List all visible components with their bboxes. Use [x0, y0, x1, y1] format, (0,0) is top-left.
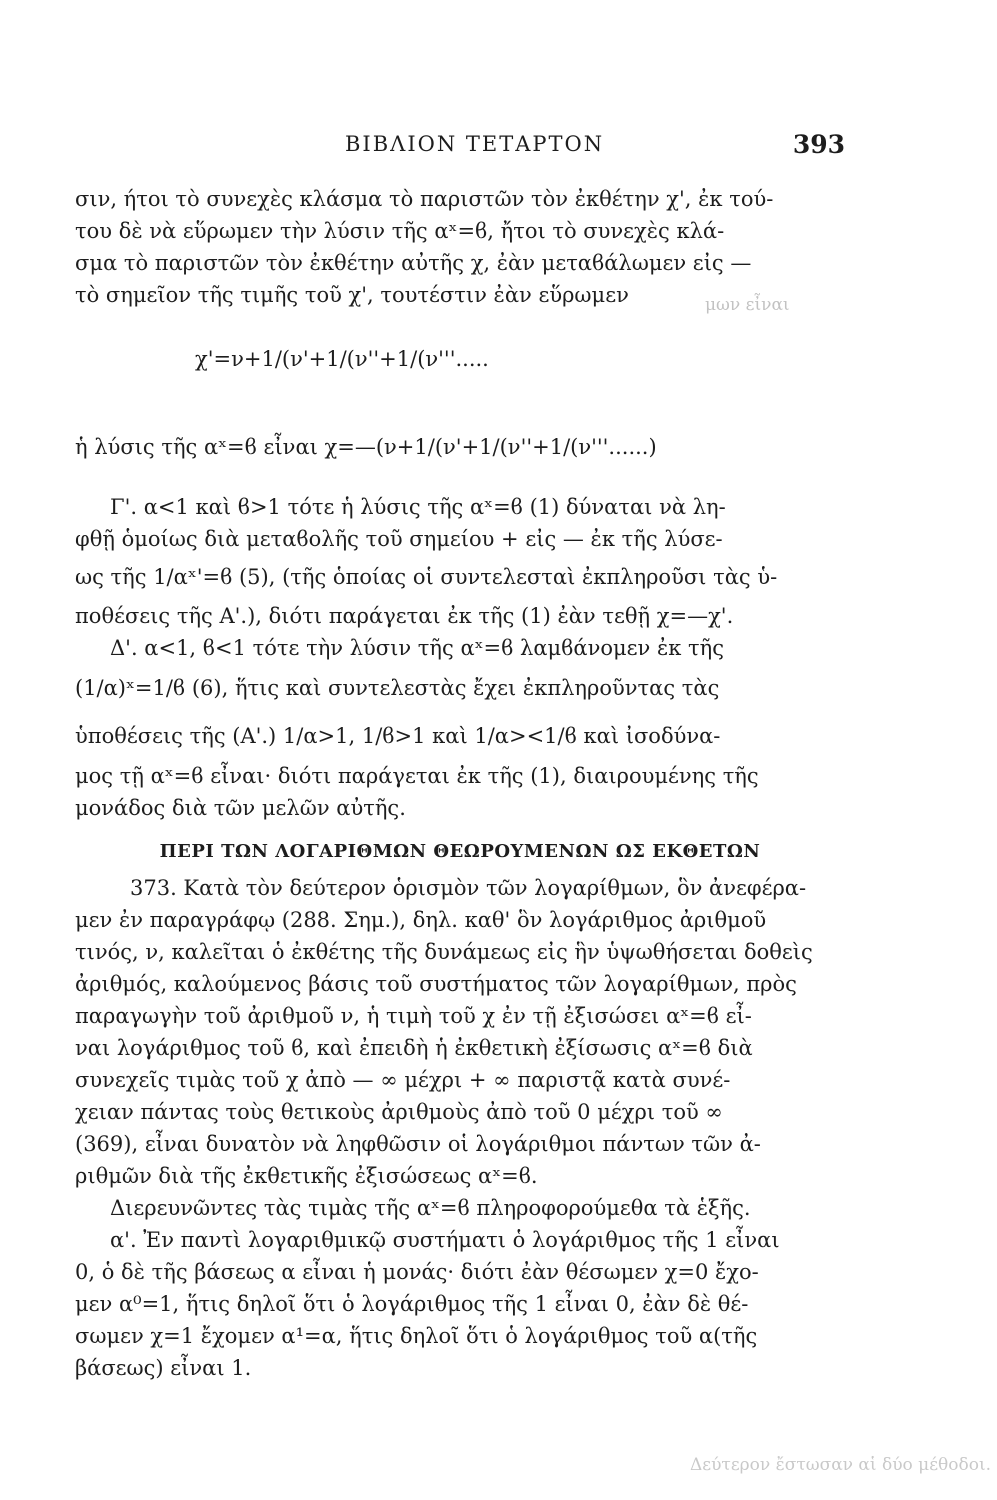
text-line: Δ'. α<1, ϐ<1 τότε τὴν λύσιν τῆς αˣ=ϐ λαμϐάνομεν ἐκ τῆς	[110, 636, 724, 660]
text-line: ριθμῶν διὰ τῆς ἐκθετικῆς ἐξισώσεως αˣ=ϐ.	[75, 1164, 538, 1188]
text-line: ποθέσεις τῆς Α'.), διότι παράγεται ἐκ τῆς (1) ἐὰν τεθῇ χ=—χ'.	[75, 604, 734, 628]
text-line: μος τῇ αˣ=ϐ εἶναι· διότι παράγεται ἐκ τῆς (1), διαιρουμένης τῆς	[75, 764, 759, 788]
text-line: Γ'. α<1 καὶ ϐ>1 τότε ἡ λύσις τῆς αˣ=ϐ (1) δύναται νὰ λη-	[110, 495, 726, 519]
text-line: α'. Ἐν παντὶ λογαριθμικῷ συστήματι ὁ λογάριθμος τῆς 1 εἶναι	[110, 1228, 780, 1252]
text-line: βάσεως) εἶναι 1.	[75, 1356, 252, 1380]
text-line: συνεχεῖς τιμὰς τοῦ χ ἀπὸ — ∞ μέχρι + ∞ παριστᾷ κατὰ συνέ-	[75, 1068, 731, 1092]
text-line: ως τῆς 1/αˣ'=ϐ (5), (τῆς ὁποίας οἱ συντελεσταὶ ἐκπληροῦσι τὰς ὑ-	[75, 565, 778, 589]
running-title: ΒΙΒΛΙΟΝ ΤΕΤΑΡΤΟΝ	[345, 132, 605, 156]
page-body	[75, 183, 845, 1384]
text-line: μεν ἐν παραγράφῳ (288. Σημ.), δηλ. καθ' ὃν λογάριθμος ἀριθμοῦ	[75, 908, 767, 932]
text-line: μονάδος διὰ τῶν μελῶν αὐτῆς.	[75, 796, 406, 820]
text-line: σιν, ήτοι τὸ συνεχὲς κλάσμα τὸ παριστῶν τὸν ἐκθέτην χ', ἐκ τού-	[75, 187, 774, 211]
text-line: σωμεν χ=1 ἔχομεν α¹=α, ἥτις δηλοῖ ὅτι ὁ λογάριθμος τοῦ α(τῆς	[75, 1324, 758, 1348]
text-line: ἀριθμός, καλούμενος βάσις τοῦ συστήματος τῶν λογαρίθμων, πρὸς	[75, 972, 797, 996]
text-line: (369), εἶναι δυνατὸν νὰ ληφθῶσιν οἱ λογάριθμοι πάντων τῶν ἀ-	[75, 1132, 761, 1156]
text-line: φθῇ ὁμοίως διὰ μεταϐολῆς τοῦ σημείου + εἰς — ἐκ τῆς λύσε-	[75, 527, 723, 551]
text-line: του δὲ νὰ εὕρωμεν τὴν λύσιν τῆς αˣ=ϐ, ἤτοι τὸ συνεχὲς κλά-	[75, 219, 725, 243]
page-header	[75, 132, 845, 166]
text-line: ναι λογάριθμος τοῦ ϐ, καὶ ἐπειδὴ ἡ ἐκθετικὴ ἐξίσωσις αˣ=ϐ διὰ	[75, 1036, 753, 1060]
bleed-through-text: μων εἶναι	[705, 295, 790, 315]
equation-block	[75, 311, 845, 407]
text-line: σμα τὸ παριστῶν τὸν ἐκθέτην αὐτῆς χ, ἐὰν μεταϐάλωμεν εἰς —	[75, 251, 752, 275]
text-line: 0, ὁ δὲ τῆς βάσεως α εἶναι ἡ μονάς· διότι ἐὰν θέσωμεν χ=0 ἔχο-	[75, 1260, 759, 1284]
text-line: τινός, ν, καλεῖται ὁ ἐκθέτης τῆς δυνάμεως εἰς ἣν ὑψωθήσεται δοθεὶς	[75, 940, 813, 964]
continued-fraction-equation: χ'=ν+1/(ν'+1/(ν''+1/(ν'''.....	[195, 347, 489, 371]
page-number: 393	[792, 130, 845, 159]
text-line: ὑποθέσεις τῆς (Α'.) 1/α>1, 1/ϐ>1 καὶ 1/α><1/ϐ καὶ ἰσοδύνα-	[75, 724, 721, 748]
text-line: παραγωγὴν τοῦ ἀριθμοῦ ν, ἡ τιμὴ τοῦ χ ἐν τῇ ἐξισώσει αˣ=ϐ εἶ-	[75, 1004, 752, 1028]
text-line: τὸ σημεῖον τῆς τιμῆς τοῦ χ', τουτέστιν ἐὰν εὕρωμεν	[75, 283, 629, 307]
section-heading: ΠΕΡΙ ΤΩΝ ΛΟΓΑΡΙΘΜΩΝ ΘΕΩΡΟΥΜΕΝΩΝ ΩΣ ΕΚΘΕΤΩΝ	[159, 841, 761, 862]
equation-block	[75, 407, 845, 491]
solution-equation: ἡ λύσις τῆς αˣ=ϐ εἶναι χ=—(ν+1/(ν'+1/(ν''+1/(ν'''......)	[75, 435, 657, 459]
text-line: Διερευνῶντες τὰς τιμὰς τῆς αˣ=ϐ πληροφορούμεθα τὰ ἑξῆς.	[110, 1196, 751, 1220]
text-line: 373. Κατὰ τὸν δεύτερον ὁρισμὸν τῶν λογαρίθμων, ὃν ἀνεφέρα-	[130, 876, 807, 900]
text-line: χειαν πάντας τοὺς θετικοὺς ἀριθμοὺς ἀπὸ τοῦ 0 μέχρι τοῦ ∞	[75, 1100, 723, 1124]
bleed-through-text-bottom: Δεύτερον ἔστωσαν αἱ δύο μέθοδοι.	[690, 1455, 992, 1475]
text-line: (1/α)ˣ=1/ϐ (6), ἥτις καὶ συντελεστὰς ἔχει ἐκπληροῦντας τὰς	[75, 676, 720, 700]
text-line: μεν α⁰=1, ἥτις δηλοῖ ὅτι ὁ λογάριθμος τῆς 1 εἶναι 0, ἐὰν δὲ θέ-	[75, 1292, 749, 1316]
